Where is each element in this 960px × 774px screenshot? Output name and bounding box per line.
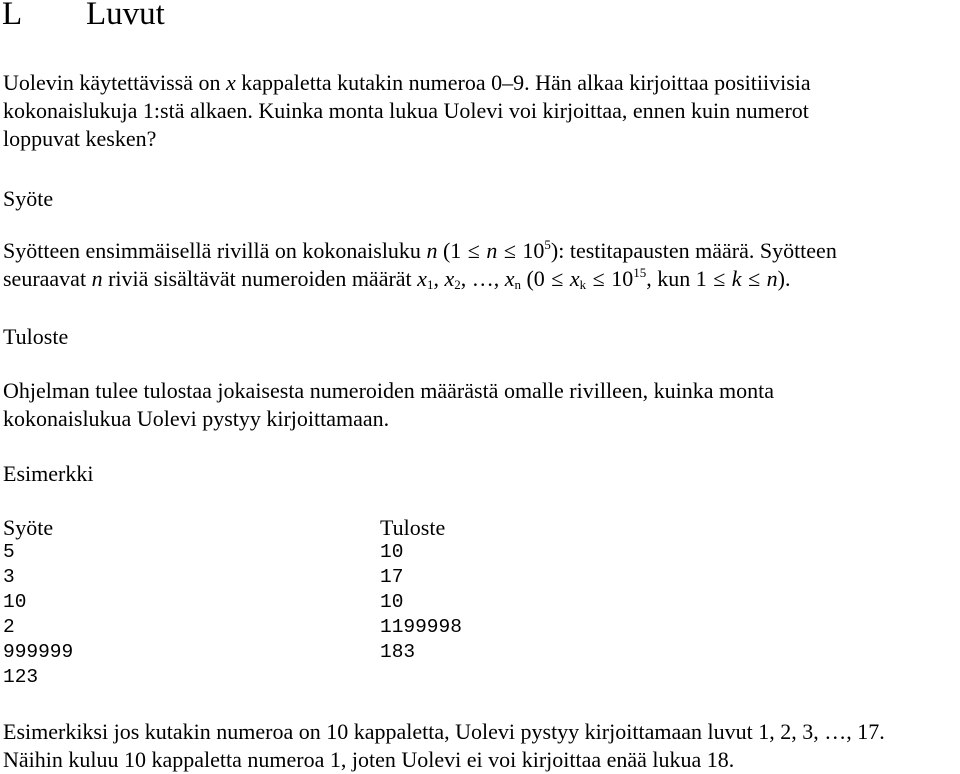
example-input-column — [3, 514, 73, 690]
output-line-2: kokonaislukua Uolevi pystyy kirjoittamaan. — [3, 406, 390, 431]
intro-line-1 — [3, 69, 958, 97]
input-text: 10 — [516, 238, 545, 263]
input-heading: Syöte — [3, 186, 54, 211]
input-text: ): testitapausten määrä. Syötteen — [550, 238, 837, 263]
input-text: seuraavat — [3, 266, 92, 291]
example-output-line: 183 — [380, 641, 416, 663]
output-paragraph — [3, 377, 958, 433]
intro-line-3: loppuvat kesken? — [3, 126, 157, 151]
example-output-line: 17 — [380, 566, 404, 588]
example-input-line: 123 — [3, 666, 39, 688]
input-text: , — [433, 266, 445, 291]
leq-symbol: ≤ — [713, 266, 726, 291]
math-variable: x — [444, 266, 455, 291]
example-input-line: 2 — [3, 616, 15, 638]
explanation-line-1: Esimerkiksi jos kutakin numeroa on 10 kappaletta, Uolevi pystyy kirjoittamaan luvut 1, 2, 3, …, 17. — [3, 719, 885, 744]
input-text: riviä sisältävät numeroiden määrät — [102, 266, 418, 291]
problem-letter: L — [2, 0, 23, 32]
explanation-paragraph — [3, 718, 958, 774]
math-variable: x — [417, 266, 427, 291]
input-text: , …, — [460, 266, 505, 291]
subscript: 1 — [426, 277, 434, 292]
example-output-line: 1199998 — [380, 616, 462, 638]
leq-symbol: ≤ — [748, 266, 761, 291]
input-text: , kun 1 — [646, 266, 713, 291]
input-paragraph — [3, 237, 958, 293]
output-line-1: Ohjelman tulee tulostaa jokaisesta numeroiden määrästä omalle rivilleen, kuinka monta — [3, 378, 774, 403]
example-input-line: 10 — [3, 591, 27, 613]
example-output-line: 10 — [380, 591, 404, 613]
problem-title — [2, 0, 165, 34]
leq-symbol: ≤ — [551, 266, 564, 291]
subscript: n — [514, 277, 521, 292]
input-line-1 — [3, 237, 958, 265]
input-text: Syötteen ensimmäisellä rivillä on kokonaisluku — [3, 238, 427, 263]
intro-paragraph — [3, 69, 958, 153]
input-text: ). — [777, 266, 791, 291]
math-variable: n — [91, 266, 103, 291]
example-output-column — [380, 514, 462, 665]
example-input-line: 3 — [3, 566, 15, 588]
exponent: 15 — [633, 265, 647, 280]
input-text: (0 — [520, 266, 551, 291]
example-output-header: Tuloste — [380, 515, 446, 540]
explanation-line-2: Näihin kuluu 10 kappaletta numeroa 1, joten Uolevi ei voi kirjoittaa enää lukua 18. — [3, 747, 735, 772]
leq-symbol: ≤ — [592, 266, 605, 291]
subscript: k — [579, 277, 587, 292]
example-output-line: 10 — [380, 541, 404, 563]
math-variable: n — [761, 266, 778, 291]
example-heading: Esimerkki — [3, 461, 94, 486]
math-variable: k — [726, 266, 748, 291]
intro-text: kappaletta kutakin numeroa 0–9. Hän alkaa kirjoittaa positiivisia — [235, 70, 811, 95]
math-variable: x — [504, 266, 515, 291]
input-text: 10 — [605, 266, 634, 291]
math-variable: x — [226, 70, 236, 95]
leq-symbol: ≤ — [467, 238, 480, 263]
math-variable: x — [564, 266, 580, 291]
problem-name: Luvut — [86, 0, 165, 32]
input-text: (1 — [437, 238, 467, 263]
input-line-2 — [3, 265, 958, 293]
intro-text: Uolevin käytettävissä on — [3, 70, 227, 95]
input-text — [586, 266, 592, 291]
output-heading: Tuloste — [3, 324, 69, 349]
example-input-line: 5 — [3, 541, 15, 563]
example-input-line: 999999 — [3, 641, 74, 663]
example-input-header: Syöte — [3, 515, 54, 540]
math-variable: n — [426, 238, 438, 263]
math-variable: n — [480, 238, 503, 263]
intro-line-2: kokonaislukuja 1:stä alkaen. Kuinka monta lukua Uolevi voi kirjoittaa, ennen kuin numerot — [3, 98, 809, 123]
subscript: 2 — [454, 277, 461, 292]
leq-symbol: ≤ — [503, 238, 516, 263]
exponent: 5 — [544, 237, 551, 252]
